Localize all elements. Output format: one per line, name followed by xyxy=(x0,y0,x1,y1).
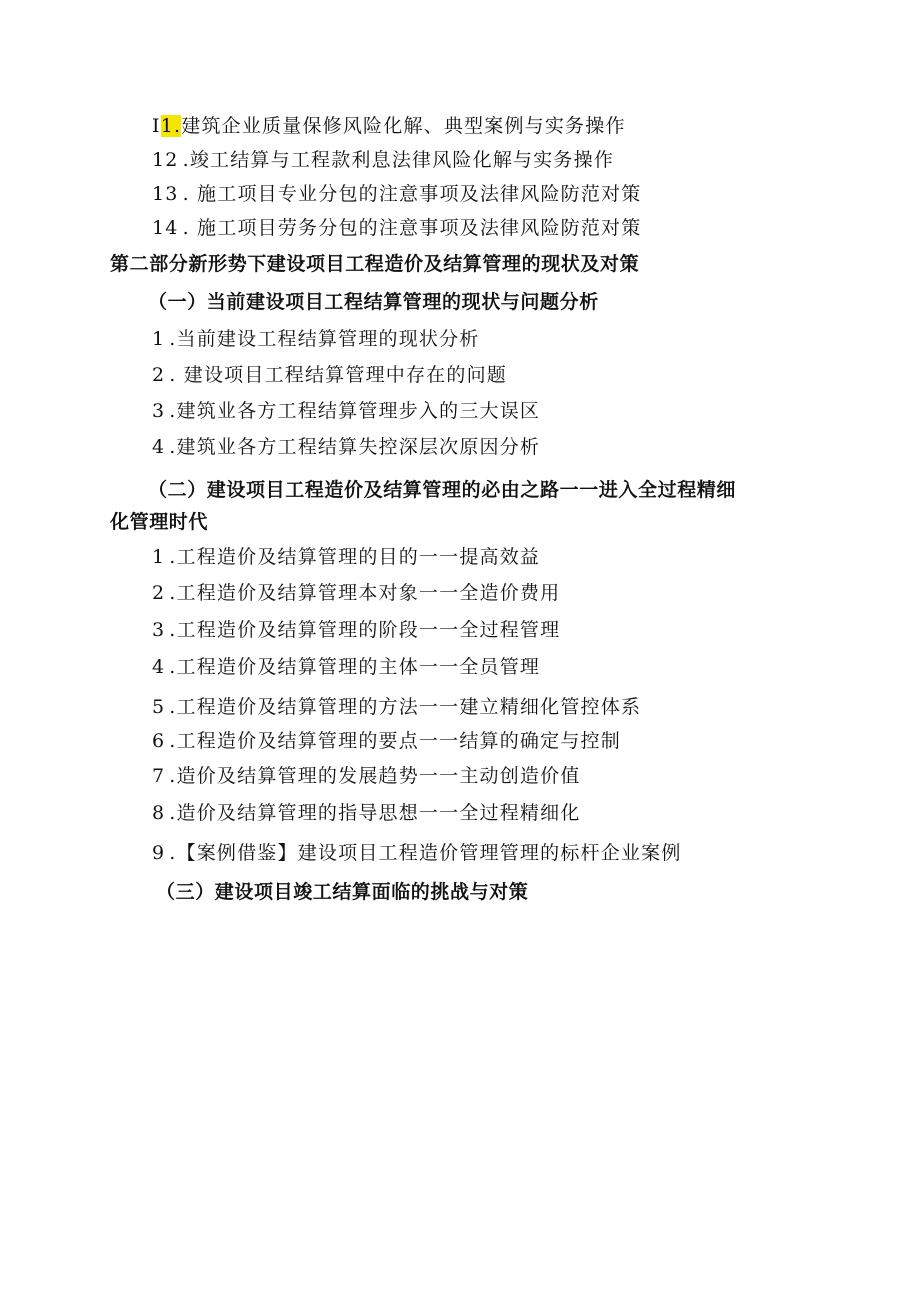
item-text: .造价及结算管理的指导思想一一全过程精细化 xyxy=(169,802,581,824)
item-text: .建筑业各方工程结算管理步入的三大误区 xyxy=(169,400,541,422)
item-number: 9 xyxy=(152,842,166,864)
section-heading: （一）当前建设项目工程结算管理的现状与问题分析 xyxy=(148,291,599,313)
item-number: 7 xyxy=(152,765,166,787)
item-number: 8 xyxy=(152,802,166,824)
item-number: 1 xyxy=(152,328,166,350)
item-number: 13 xyxy=(152,183,179,205)
item-text: .工程造价及结算管理的要点一一结算的确定与控制 xyxy=(169,730,621,752)
list-item xyxy=(152,435,540,459)
item-number: 12 xyxy=(152,149,179,171)
item-text: 建筑企业质量保修风险化解、典型案例与实务操作 xyxy=(181,115,626,137)
highlighted-number: 1. xyxy=(160,115,182,137)
list-item xyxy=(152,545,540,569)
list-item xyxy=(152,182,641,206)
list-item xyxy=(152,618,560,642)
item-number: I xyxy=(152,115,161,137)
list-item xyxy=(152,581,560,605)
list-item xyxy=(152,841,682,865)
item-text: .竣工结算与工程款利息法律风险化解与实务操作 xyxy=(182,149,615,171)
item-text: .工程造价及结算管理的方法一一建立精细化管控体系 xyxy=(169,696,642,718)
item-text: .建筑业各方工程结算失控深层次原因分析 xyxy=(169,436,541,458)
part-title: 第二部分新形势下建设项目工程造价及结算管理的现状及对策 xyxy=(110,253,640,275)
item-number: 2 xyxy=(152,582,166,604)
list-item xyxy=(152,114,626,138)
item-text: . 施工项目劳务分包的注意事项及法律风险防范对策 xyxy=(182,217,642,239)
item-text: .【案例借鉴】建设项目工程造价管理管理的标杆企业案例 xyxy=(169,842,682,864)
section-heading: （二）建设项目工程造价及结算管理的必由之路一一进入全过程精细 xyxy=(148,479,737,501)
item-number: 4 xyxy=(152,656,166,678)
list-item xyxy=(152,399,540,423)
item-number: 2 xyxy=(152,364,166,386)
item-number: 6 xyxy=(152,730,166,752)
item-text: .当前建设工程结算管理的现状分析 xyxy=(169,328,480,350)
section-heading: （三）建设项目竣工结算面临的挑战与对策 xyxy=(156,881,529,903)
list-item xyxy=(152,764,581,788)
item-number: 3 xyxy=(152,400,166,422)
list-item xyxy=(152,655,540,679)
list-item xyxy=(152,729,621,753)
item-text: .工程造价及结算管理的主体一一全员管理 xyxy=(169,656,541,678)
item-number: 4 xyxy=(152,436,166,458)
item-number: 3 xyxy=(152,619,166,641)
item-text: . 建设项目工程结算管理中存在的问题 xyxy=(169,364,507,386)
item-text: .工程造价及结算管理的阶段一一全过程管理 xyxy=(169,619,561,641)
item-number: 14 xyxy=(152,217,179,239)
item-text: .工程造价及结算管理本对象一一全造价费用 xyxy=(169,582,561,604)
item-number: 1 xyxy=(152,546,166,568)
section-heading-continuation: 化管理时代 xyxy=(110,511,209,533)
list-item xyxy=(152,363,507,387)
item-number: 5 xyxy=(152,696,166,718)
item-text: .工程造价及结算管理的目的一一提高效益 xyxy=(169,546,541,568)
list-item xyxy=(152,148,614,172)
list-item xyxy=(152,327,480,351)
item-text: . 施工项目专业分包的注意事项及法律风险防范对策 xyxy=(182,183,642,205)
list-item xyxy=(152,695,641,719)
list-item xyxy=(152,216,641,240)
item-text: .造价及结算管理的发展趋势一一主动创造价值 xyxy=(169,765,581,787)
list-item xyxy=(152,801,581,825)
